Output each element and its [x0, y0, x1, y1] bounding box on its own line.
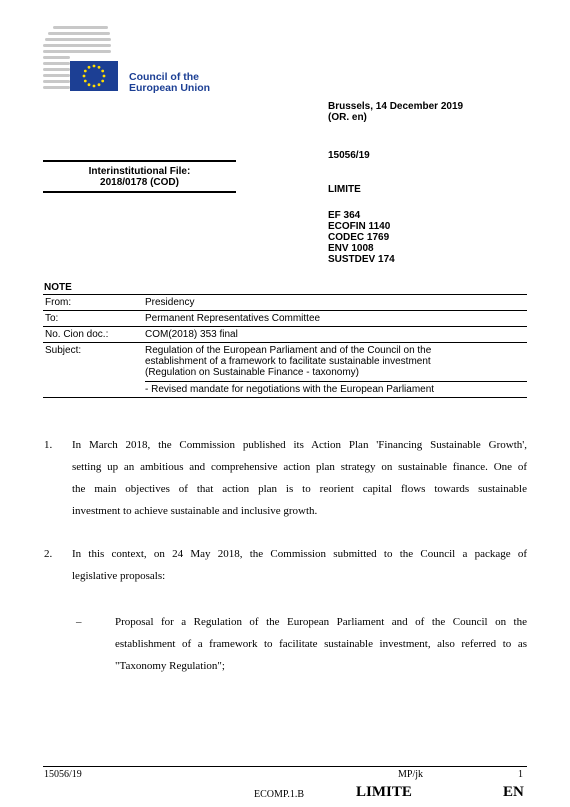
paragraph-line: In this context, on 24 May 2018, the Commission submitted to the Council a package of — [72, 548, 527, 560]
subject-line: Regulation of the European Parliament and of the Council on the — [145, 345, 432, 356]
code-line: SUSTDEV 174 — [328, 254, 395, 265]
org-name-line-1: Council of the — [129, 71, 199, 83]
paragraph-2 — [72, 543, 527, 587]
paragraph-line: legislative proposals: — [72, 570, 166, 582]
place-date: Brussels, 14 December 2019 — [328, 101, 464, 112]
note-row-value: Permanent Representatives Committee — [145, 313, 321, 324]
council-logo — [43, 26, 123, 96]
bullet-line: "Taxonomy Regulation"; — [115, 660, 225, 672]
paragraph-line: investment to achieve sustainable and inclusive growth. — [72, 505, 318, 517]
footer-doc-number: 15056/19 — [44, 769, 82, 780]
subject-subtitle: - Revised mandate for negotiations with the European Parliament — [145, 381, 527, 395]
bullet-line: Proposal for a Regulation of the European Parliament and of the Council on the — [115, 616, 527, 628]
subject-value — [145, 343, 527, 397]
interinstitutional-file-box — [43, 160, 236, 193]
classification-marking: LIMITE — [328, 184, 361, 195]
org-name-line-2: European Union — [129, 82, 211, 94]
footer-initials: MP/jk — [398, 769, 424, 780]
code-line: ENV 1008 — [328, 243, 374, 254]
code-line: EF 364 — [328, 210, 361, 221]
code-line: ECOFIN 1140 — [328, 221, 391, 232]
note-row-label: No. Cion doc.: — [45, 329, 109, 340]
subject-line: (Regulation on Sustainable Finance - taxonomy) — [145, 367, 360, 378]
note-row-label: Subject: — [45, 345, 82, 356]
document-number: 15056/19 — [328, 150, 370, 161]
paragraph-line: the main objectives of that action plan is to reorient capital flows towards sustainable — [72, 483, 527, 495]
bullet-item — [115, 611, 527, 677]
footer-classification: LIMITE — [356, 784, 412, 800]
bullet-dash: – — [76, 616, 82, 628]
interinstitutional-label: Interinstitutional File: — [88, 166, 191, 177]
note-row-value: Presidency — [145, 297, 195, 308]
bullet-line: establishment of a framework to facilitate sustainable investment, also referred to as — [115, 638, 527, 650]
interinstitutional-reference: 2018/0178 (COD) — [100, 177, 179, 188]
paragraph-number: 1. — [44, 439, 53, 451]
original-language: (OR. en) — [328, 112, 367, 123]
footer-language: EN — [503, 784, 524, 800]
eu-flag-icon — [70, 61, 118, 91]
paragraph-1 — [72, 434, 527, 522]
footer-rule — [43, 766, 527, 767]
note-row-label: From: — [45, 297, 72, 308]
note-row-label: To: — [45, 313, 59, 324]
note-row-cion-doc — [43, 327, 527, 343]
paragraph-number: 2. — [44, 548, 53, 560]
document-codes — [328, 210, 395, 265]
code-line: CODEC 1769 — [328, 232, 390, 243]
place-date-block — [328, 101, 463, 123]
footer-unit: ECOMP.1.B — [254, 789, 305, 800]
note-row-to — [43, 311, 527, 327]
paragraph-line: setting up an ambitious and comprehensive action plan strategy on sustainable finance. One of — [72, 461, 527, 473]
note-row-subject — [43, 343, 527, 397]
organization-name — [129, 72, 210, 94]
note-row-value: COM(2018) 353 final — [145, 329, 238, 340]
note-table — [43, 294, 527, 398]
note-row-from — [43, 295, 527, 311]
note-title: NOTE — [44, 282, 72, 293]
footer-page-number: 1 — [518, 769, 523, 780]
subject-line: establishment of a framework to facilitate sustainable investment — [145, 356, 431, 367]
paragraph-line: In March 2018, the Commission published its Action Plan 'Financing Sustainable Growth', — [72, 439, 527, 451]
